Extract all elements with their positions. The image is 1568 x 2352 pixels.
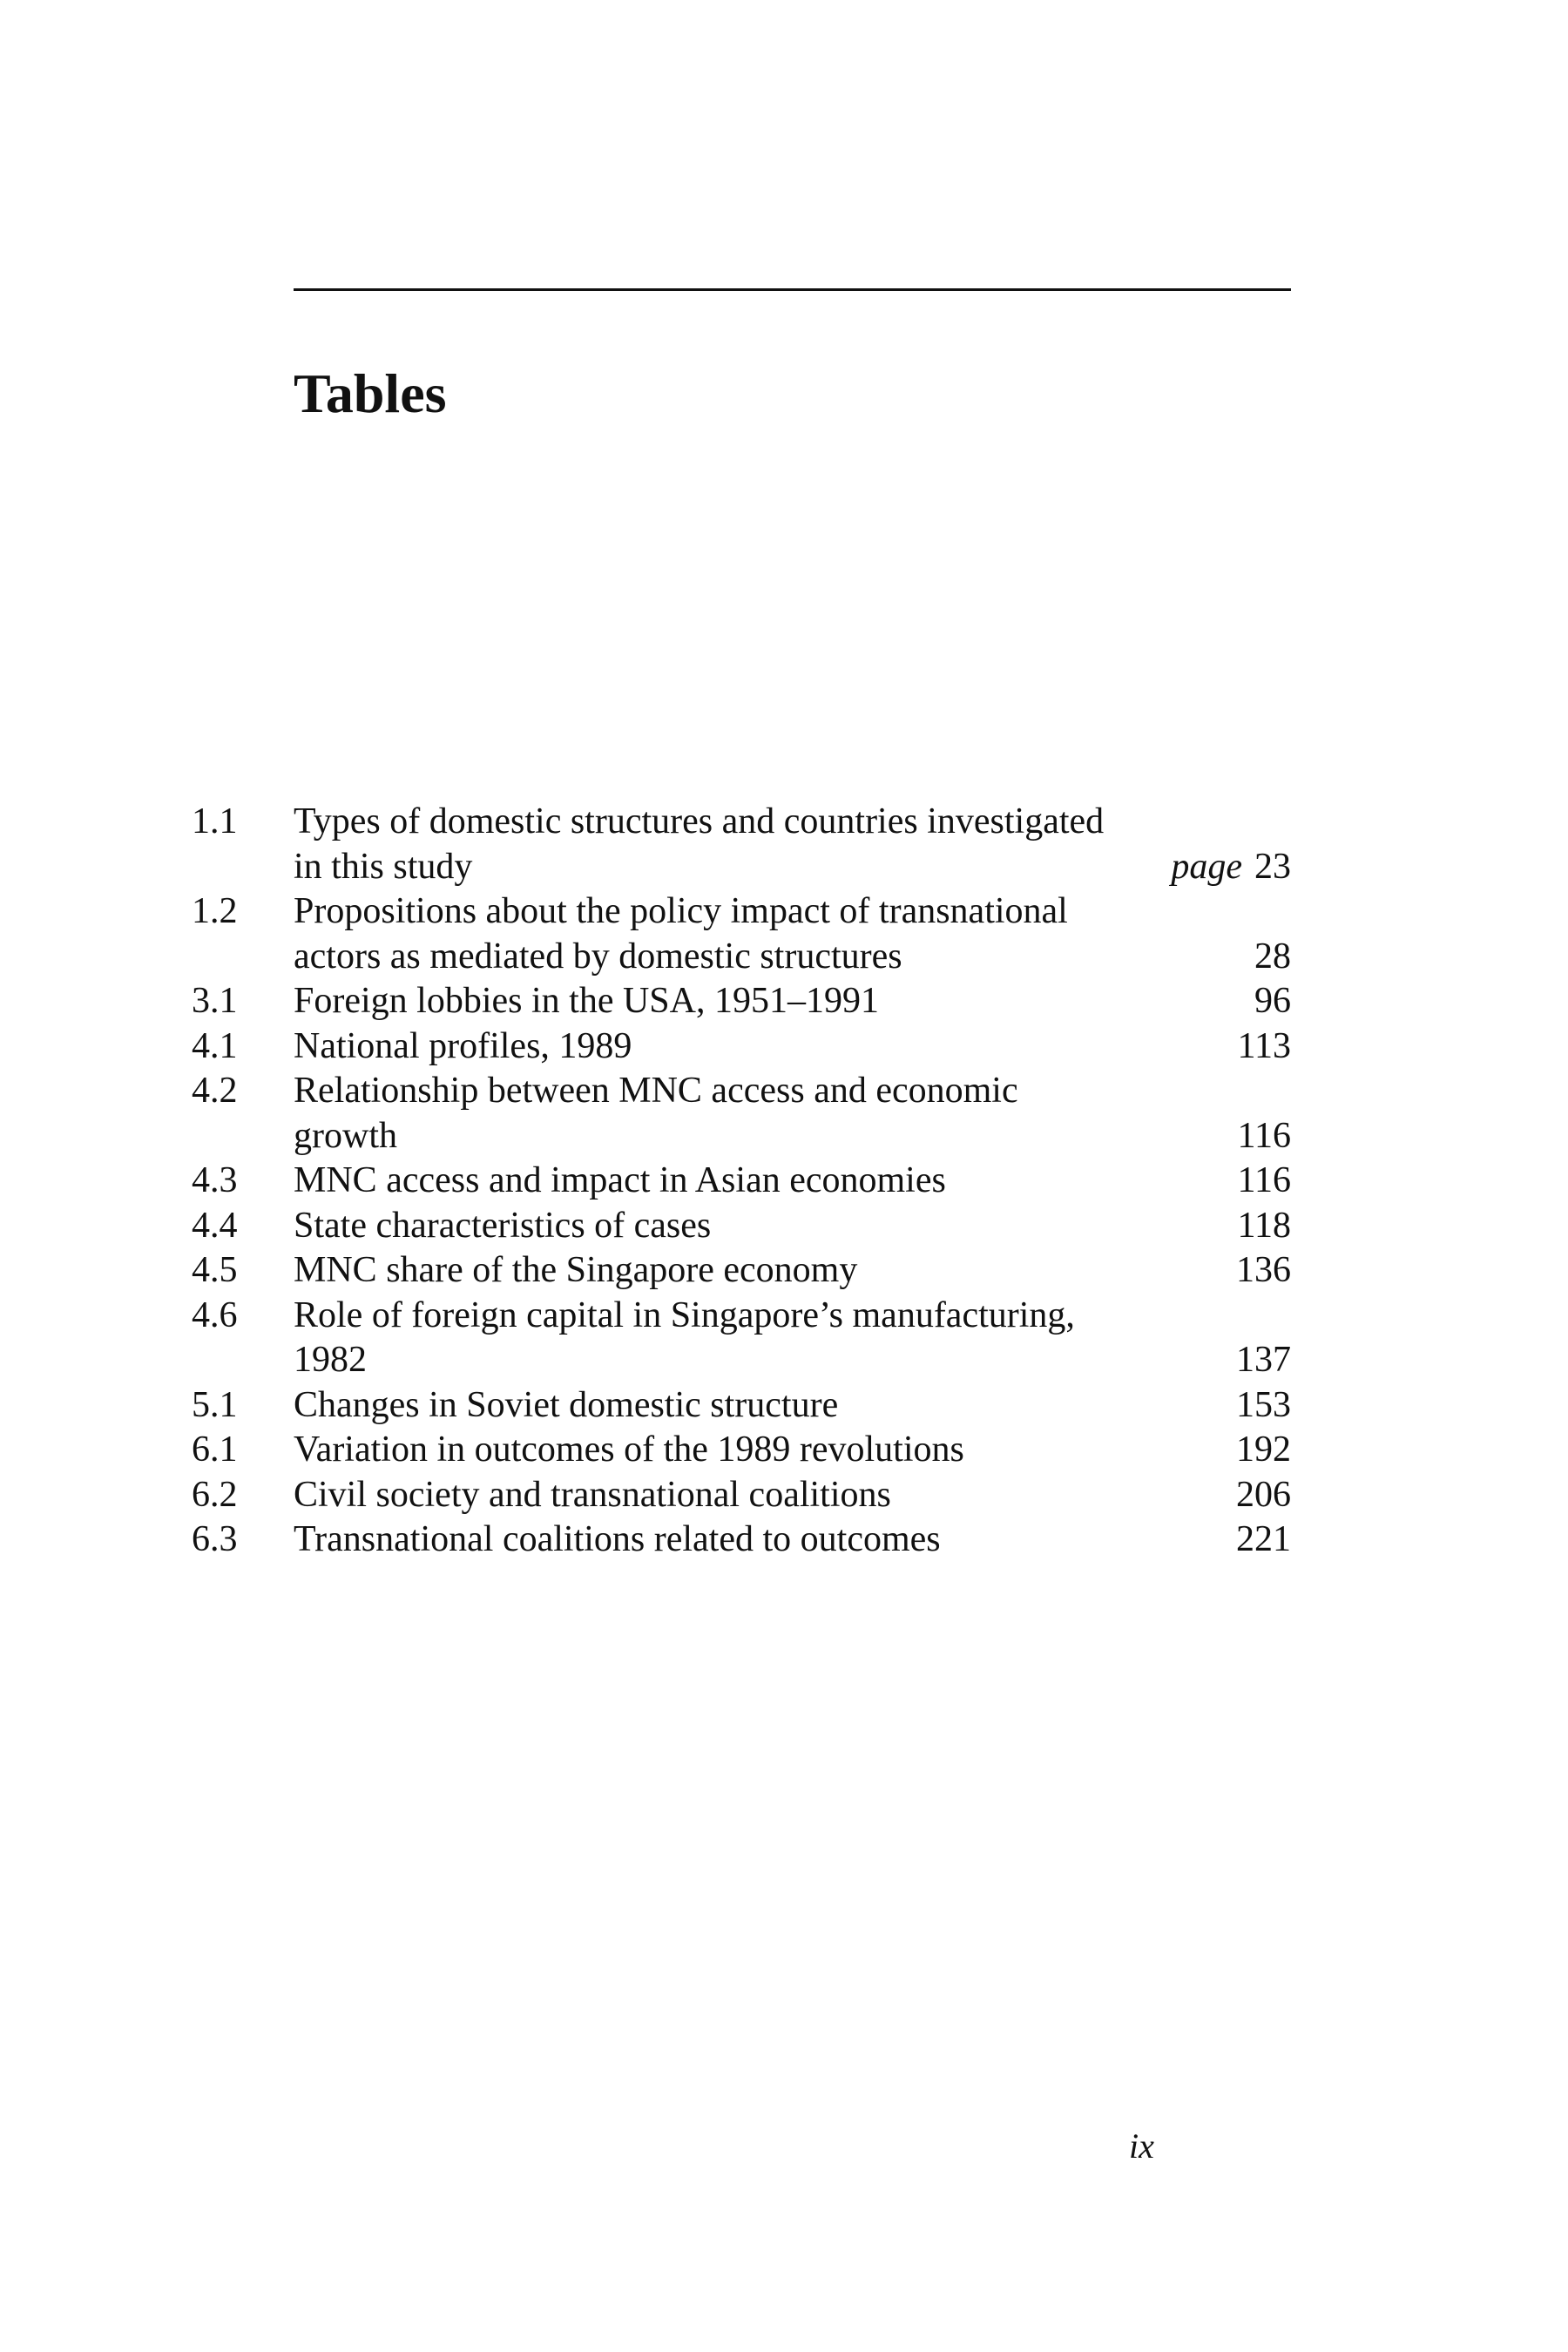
table-caption [294,1204,1291,1249]
caption-text: Propositions about the policy impact of transnational [294,891,1068,931]
caption-text: growth [294,1115,397,1156]
caption-line [294,1069,1291,1114]
page-number-ref: 206 [1236,1474,1291,1515]
page-ref [1219,1473,1291,1518]
toc-entry [192,1294,1291,1383]
page-number-ref: 116 [1237,1115,1291,1156]
table-number: 6.3 [192,1519,238,1559]
page-number-ref: 28 [1254,936,1291,977]
table-caption [294,1517,1291,1563]
page-ref [1219,1517,1291,1563]
caption-text: Changes in Soviet domestic structure [294,1384,839,1425]
toc-entry [192,1473,1291,1518]
caption-text: Role of foreign capital in Singapore’s manufacturing, [294,1294,1075,1335]
table-caption [294,1294,1291,1383]
toc-entry [192,1248,1291,1294]
caption-line [294,1114,1291,1159]
caption-line [294,800,1291,845]
toc-entry [192,1428,1291,1473]
caption-line [294,1204,1291,1249]
table-number: 4.5 [192,1250,238,1290]
page-number: ix [1129,2126,1154,2166]
caption-text: 1982 [294,1340,367,1380]
table-number: 1.1 [192,801,238,841]
caption-line [294,1517,1291,1563]
toc-entry [192,1383,1291,1429]
page-ref [1219,1383,1291,1429]
caption-line [294,889,1291,935]
page-ref [1237,979,1291,1024]
page-number-ref: 23 [1254,846,1291,887]
page-ref [1153,845,1291,890]
toc-entry [192,1159,1291,1204]
caption-text: National profiles, 1989 [294,1025,632,1066]
table-caption [294,1383,1291,1429]
page-number-ref: 118 [1237,1205,1291,1246]
toc-entry [192,889,1291,979]
page-number-ref: 116 [1237,1160,1291,1200]
caption-line [294,1428,1291,1473]
caption-text: Foreign lobbies in the USA, 1951–1991 [294,981,879,1021]
caption-line [294,1294,1291,1339]
page-number-ref: 221 [1236,1519,1291,1559]
page-number-ref: 136 [1236,1250,1291,1290]
page-ref [1219,1338,1291,1383]
page-prefix: page [1171,846,1242,887]
toc-entry [192,1024,1291,1070]
page-ref [1220,1159,1291,1204]
table-number: 1.2 [192,891,238,931]
table-caption [294,1159,1291,1204]
table-caption [294,889,1291,979]
table-number: 4.3 [192,1160,238,1200]
toc-entry [192,800,1291,889]
caption-text: in this study [294,846,473,887]
table-caption [294,1428,1291,1473]
caption-text: Types of domestic structures and countries investigated [294,801,1105,841]
caption-line [294,1473,1291,1518]
table-caption [294,800,1291,889]
caption-text: MNC access and impact in Asian economies [294,1160,946,1200]
caption-line [294,845,1291,890]
table-caption [294,1069,1291,1159]
page-ref [1219,1428,1291,1473]
caption-text: actors as mediated by domestic structures [294,936,902,977]
page-ref [1220,1114,1291,1159]
page-number-ref: 153 [1236,1384,1291,1425]
table-number: 6.2 [192,1474,238,1515]
caption-text: State characteristics of cases [294,1205,712,1246]
table-number: 4.4 [192,1205,238,1246]
caption-line [294,1338,1291,1383]
toc-entry [192,979,1291,1024]
top-rule [294,288,1291,291]
table-caption [294,1024,1291,1070]
table-number: 3.1 [192,981,238,1021]
table-number: 4.6 [192,1294,238,1335]
list-of-tables [192,800,1291,1563]
table-caption [294,979,1291,1024]
table-caption [294,1473,1291,1518]
page-ref [1219,1248,1291,1294]
caption-line [294,935,1291,980]
caption-line [294,1159,1291,1204]
caption-text: Relationship between MNC access and economic [294,1071,1018,1111]
page-title: Tables [294,362,447,424]
page-ref [1237,935,1291,980]
page-number-ref: 137 [1236,1340,1291,1380]
table-number: 4.2 [192,1071,238,1111]
caption-line [294,979,1291,1024]
toc-entry [192,1517,1291,1563]
caption-text: Variation in outcomes of the 1989 revolutions [294,1429,964,1470]
toc-entry [192,1069,1291,1159]
table-caption [294,1248,1291,1294]
page-number-ref: 113 [1237,1025,1291,1066]
caption-text: MNC share of the Singapore economy [294,1250,858,1290]
caption-text: Transnational coalitions related to outcomes [294,1519,941,1559]
toc-entry [192,1204,1291,1249]
page-number-ref: 96 [1254,981,1291,1021]
page-number-ref: 192 [1236,1429,1291,1470]
table-number: 5.1 [192,1384,238,1425]
page-ref [1220,1204,1291,1249]
page-ref [1220,1024,1291,1070]
caption-line [294,1248,1291,1294]
caption-line [294,1024,1291,1070]
table-number: 6.1 [192,1429,238,1470]
caption-text: Civil society and transnational coalitions [294,1474,891,1515]
table-number: 4.1 [192,1025,238,1066]
caption-line [294,1383,1291,1429]
